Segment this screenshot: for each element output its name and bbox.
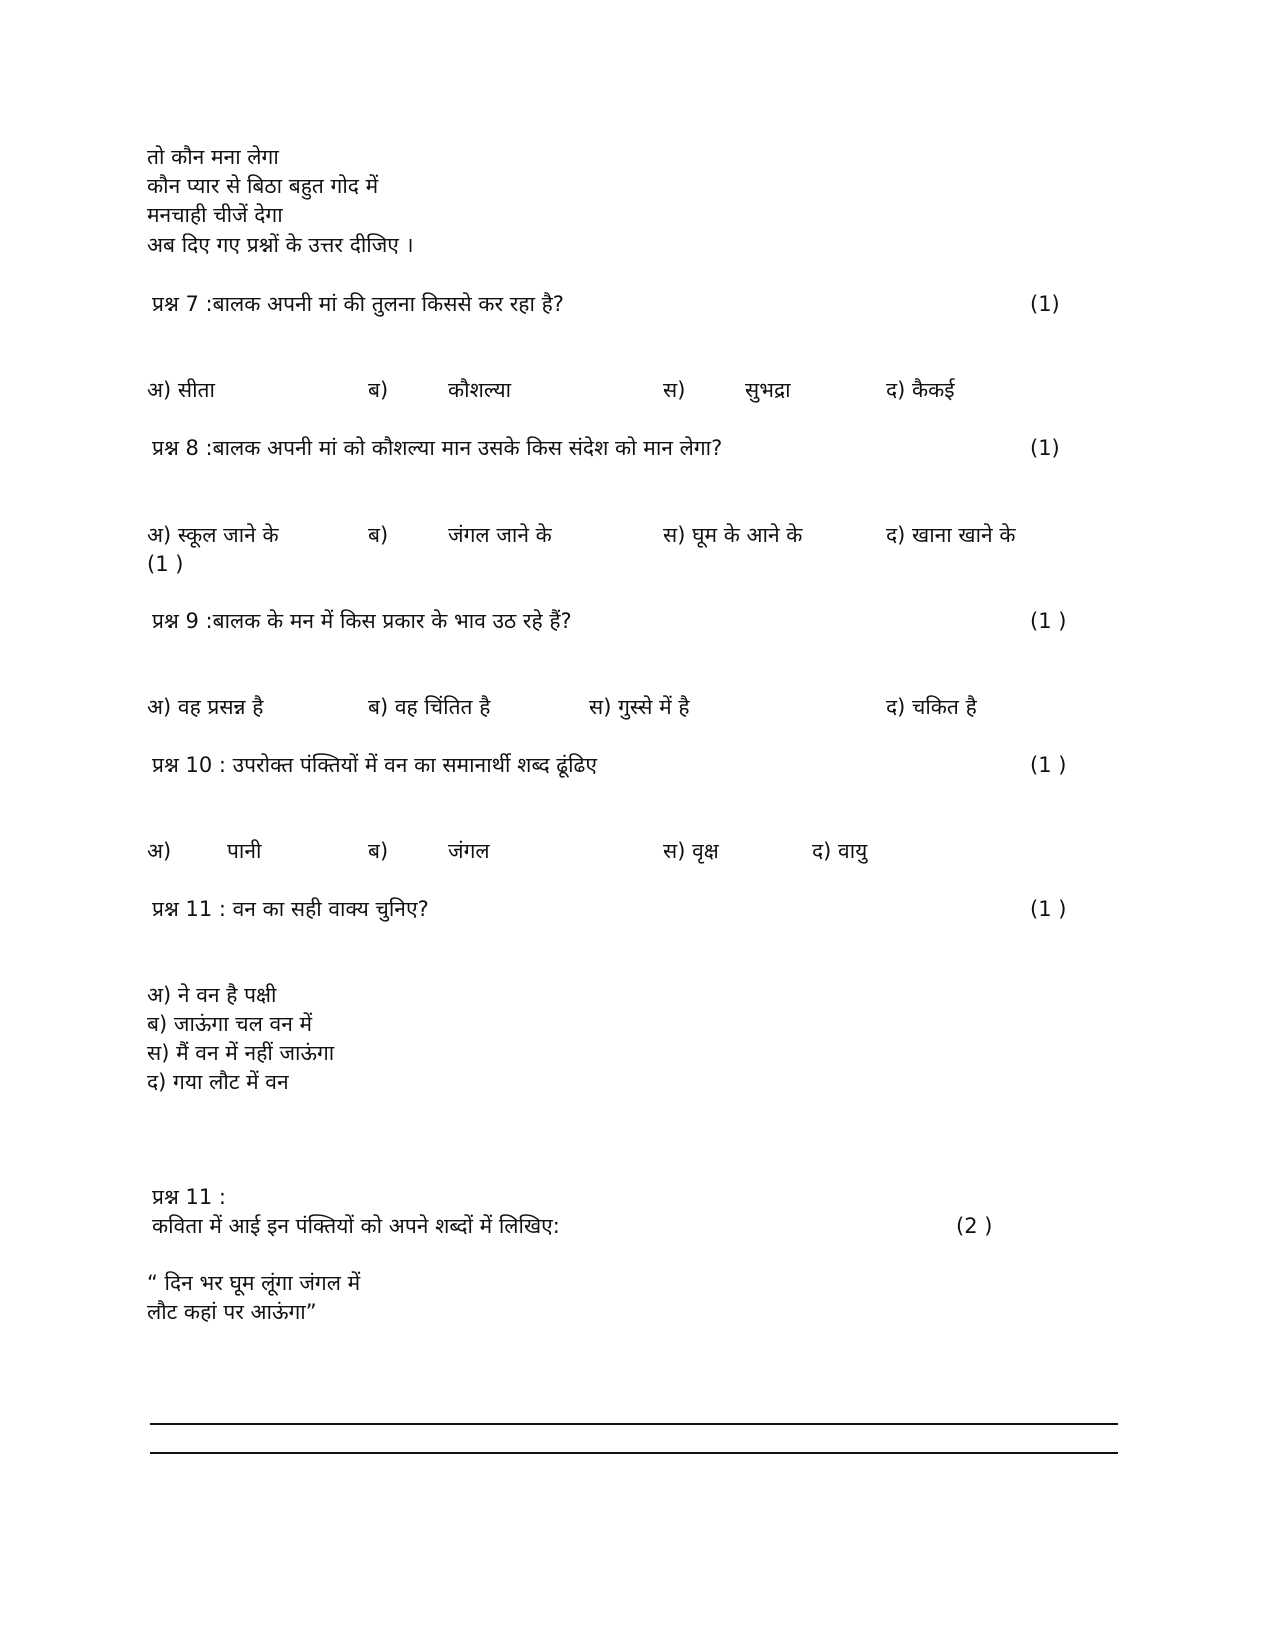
question-11-marks: (1 ): [1030, 897, 1067, 921]
question-10-option-a-label: अ): [147, 839, 172, 863]
question-7-option-c-label: स): [663, 378, 686, 402]
final-question-marks: (2 ): [956, 1214, 993, 1238]
question-11-option-a: अ) ने वन है पक्षी: [147, 983, 277, 1007]
question-8-trailing-marks: (1 ): [147, 552, 184, 576]
question-7-option-b-label: ब): [368, 378, 389, 402]
quote-line: “ दिन भर घूम लूंगा जंगल में: [147, 1271, 361, 1295]
question-8-option-d: द) खाना खाने के: [886, 523, 1016, 547]
question-10-text: प्रश्न 10 : उपरोक्त पंक्तियों में वन का समानार्थी शब्द ढूंढिए: [152, 753, 597, 777]
question-10-option-c: स) वृक्ष: [663, 839, 719, 863]
question-10-option-d: द) वायु: [812, 839, 868, 863]
question-8-text: प्रश्न 8 :बालक अपनी मां को कौशल्या मान उसके किस संदेश को मान लेगा?: [152, 436, 723, 460]
quote-line: लौट कहां पर आऊंगा”: [147, 1300, 317, 1324]
final-question-label: प्रश्न 11 :: [152, 1185, 226, 1209]
question-7-text: प्रश्न 7 :बालक अपनी मां की तुलना किससे कर रहा है?: [152, 292, 564, 316]
question-9-option-a: अ) वह प्रसन्न है: [147, 695, 264, 719]
question-7-option-d: द) कैकई: [886, 378, 955, 402]
question-8-option-b-label: ब): [368, 523, 389, 547]
poem-line: तो कौन मना लेगा: [147, 145, 279, 169]
question-11-option-c: स) मैं वन में नहीं जाऊंगा: [147, 1041, 335, 1065]
question-7-option-a: अ) सीता: [147, 378, 215, 402]
question-8-marks: (1): [1030, 436, 1060, 460]
question-8-option-c: स) घूम के आने के: [663, 523, 803, 547]
answer-line: [150, 1452, 1118, 1454]
question-9-marks: (1 ): [1030, 609, 1067, 633]
question-9-option-b: ब) वह चिंतित है: [368, 695, 491, 719]
question-8-option-b: जंगल जाने के: [448, 523, 552, 547]
question-10-option-b: जंगल: [448, 839, 490, 863]
question-7-option-c: सुभद्रा: [745, 378, 791, 402]
question-11-option-d: द) गया लौट में वन: [147, 1070, 289, 1094]
poem-line: मनचाही चीजें देगा: [147, 203, 283, 227]
question-10-option-b-label: ब): [368, 839, 389, 863]
question-7-option-b: कौशल्या: [448, 378, 512, 402]
question-9-text: प्रश्न 9 :बालक के मन में किस प्रकार के भाव उठ रहे हैं?: [152, 609, 572, 633]
answer-line: [150, 1423, 1118, 1425]
instruction-line: अब दिए गए प्रश्नों के उत्तर दीजिए ।: [147, 233, 414, 257]
final-question-text: कविता में आई इन पंक्तियों को अपने शब्दों में लिखिए:: [152, 1214, 560, 1238]
poem-line: कौन प्यार से बिठा बहुत गोद में: [147, 174, 379, 198]
question-11-text: प्रश्न 11 : वन का सही वाक्य चुनिए?: [152, 897, 429, 921]
question-8-option-a: अ) स्कूल जाने के: [147, 523, 279, 547]
question-9-option-c: स) गुस्से में है: [589, 695, 690, 719]
question-11-option-b: ब) जाऊंगा चल वन में: [147, 1012, 313, 1036]
question-10-marks: (1 ): [1030, 753, 1067, 777]
question-10-option-a: पानी: [227, 839, 262, 863]
question-7-marks: (1): [1030, 292, 1060, 316]
question-9-option-d: द) चकित है: [886, 695, 977, 719]
